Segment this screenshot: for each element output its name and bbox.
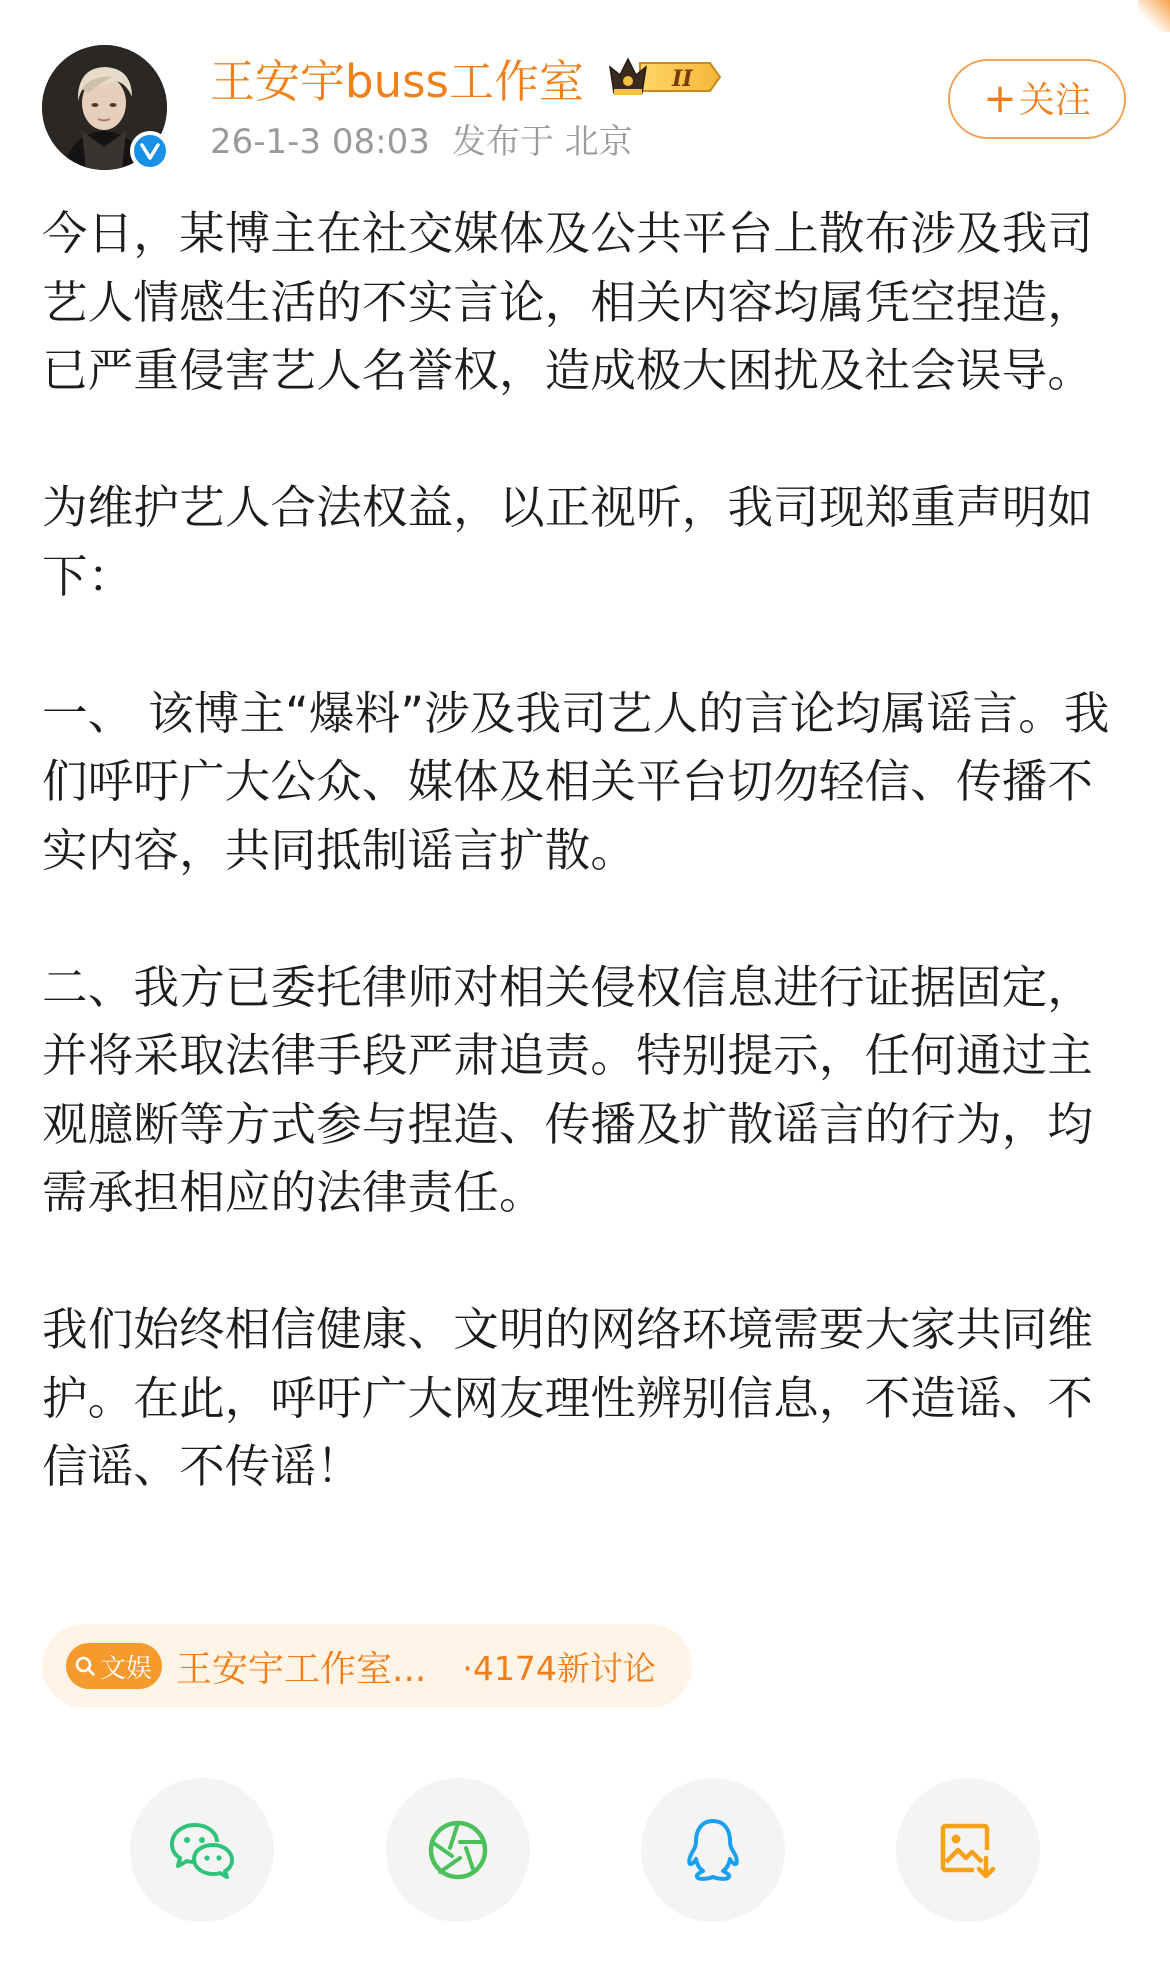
topic-chip[interactable]: [42, 1624, 692, 1708]
share-row: [0, 1778, 1170, 1923]
post-timestamp: 26-1-3 08:03: [210, 122, 430, 162]
post-paragraph: 我们始终相信健康、文明的网络环境需要大家共同维护。在此，呼吁广大网友理性辨别信息，不造谣、不信谣、不传谣！: [42, 1303, 1094, 1493]
plus-icon: +: [983, 76, 1017, 122]
share-qq-button[interactable]: [641, 1778, 785, 1922]
vip-level: II: [672, 66, 693, 92]
search-icon: [74, 1655, 96, 1677]
moments-icon: [426, 1818, 490, 1882]
topic-tag: [66, 1643, 162, 1689]
post-paragraph: 今日，某博主在社交媒体及公共平台上散布涉及我司艺人情感生活的不实言论，相关内容均属凭空捏造，已严重侵害艺人名誉权，造成极大困扰及社会误导。: [42, 207, 1094, 397]
post-body: [42, 200, 1132, 1570]
post-paragraph: 二、我方已委托律师对相关侵权信息进行证据固定，并将采取法律手段严肃追责。特别提示，任何通过主观臆断等方式参与捏造、传播及扩散谣言的行为，均需承担相应的法律责任。: [42, 960, 1094, 1219]
follow-label: 关注: [1018, 80, 1091, 121]
qq-icon: [684, 1817, 742, 1883]
verified-icon: [130, 131, 170, 171]
wechat-icon: [169, 1821, 235, 1879]
share-wechat-button[interactable]: [130, 1778, 274, 1922]
post-meta: [210, 118, 633, 166]
share-moments-button[interactable]: [386, 1778, 530, 1922]
username[interactable]: 王安宇buss工作室: [210, 55, 584, 108]
save-image-icon: [938, 1820, 998, 1880]
vip-crown-icon[interactable]: [606, 53, 724, 101]
post-header: [0, 0, 1170, 180]
topic-discussion-count: ·4174新讨论: [462, 1648, 656, 1688]
topic-tag-label: 文娱: [100, 1653, 153, 1684]
post-paragraph: 一、 该博主“爆料”涉及我司艺人的言论均属谣言。我们呼吁广大公众、媒体及相关平台切勿轻信、传播不实内容，共同抵制谣言扩散。: [42, 686, 1110, 877]
save-image-button[interactable]: [896, 1778, 1040, 1922]
post-location: 发布于 北京: [451, 122, 633, 162]
follow-button[interactable]: [948, 59, 1126, 139]
topic-title: 王安宇工作室...: [176, 1648, 427, 1690]
post-paragraph: 为维护艺人合法权益，以正视听，我司现郑重声明如下：: [42, 481, 1094, 603]
